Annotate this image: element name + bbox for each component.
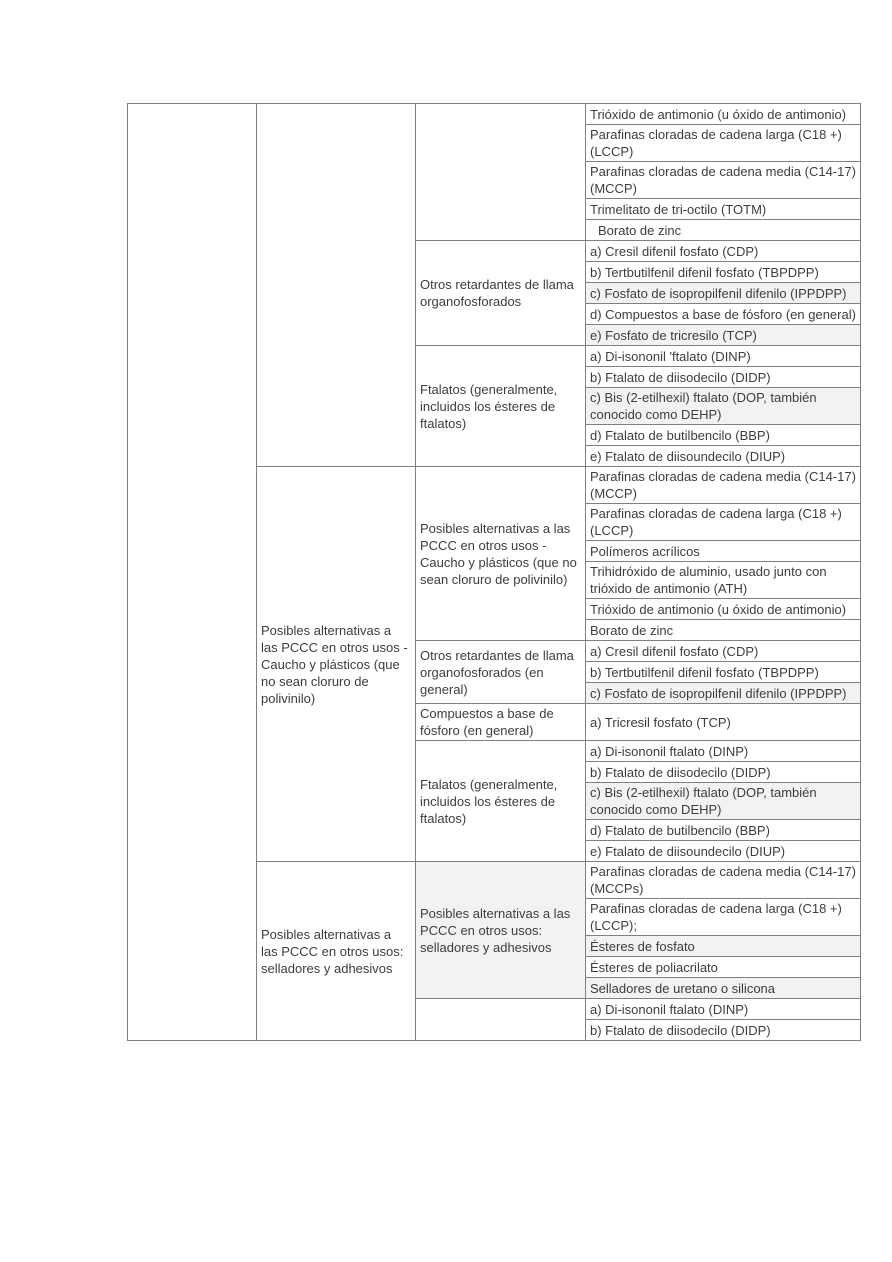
substance-cell: a) Tricresil fosfato (TCP) — [586, 704, 861, 741]
use-category-cell: Posibles alternativas a las PCCC en otros usos: selladores y adhesivos — [257, 862, 416, 1041]
alternatives-table — [127, 103, 861, 1041]
substance-cell: e) Ftalato de diisoundecilo (DIUP) — [586, 841, 861, 862]
alternatives-table-container — [127, 103, 860, 1041]
substance-cell: Trimelitato de tri-octilo (TOTM) — [586, 199, 861, 220]
alternative-group-cell: Posibles alternativas a las PCCC en otros usos: selladores y adhesivos — [416, 862, 586, 999]
alternatives-table-body — [128, 104, 861, 1041]
substance-cell: a) Di-isononil ftalato (DINP) — [586, 741, 861, 762]
use-category-cell — [257, 104, 416, 467]
substance-cell: a) Cresil difenil fosfato (CDP) — [586, 641, 861, 662]
substance-cell: Trióxido de antimonio (u óxido de antimonio) — [586, 599, 861, 620]
substance-cell: b) Tertbutilfenil difenil fosfato (TBPDPP) — [586, 262, 861, 283]
substance-cell: Parafinas cloradas de cadena larga (C18 +) (LCCP) — [586, 125, 861, 162]
substance-cell: d) Ftalato de butilbencilo (BBP) — [586, 820, 861, 841]
substance-cell: Borato de zinc — [586, 220, 861, 241]
substance-cell: Parafinas cloradas de cadena media (C14-17) (MCCP) — [586, 467, 861, 504]
substance-cell: Parafinas cloradas de cadena media (C14-17) (MCCPs) — [586, 862, 861, 899]
left-spanner-cell — [128, 104, 257, 1041]
substance-cell: b) Ftalato de diisodecilo (DIDP) — [586, 1020, 861, 1041]
substance-cell: Parafinas cloradas de cadena larga (C18 +) (LCCP); — [586, 899, 861, 936]
alternative-group-cell — [416, 999, 586, 1041]
substance-cell: Parafinas cloradas de cadena larga (C18 +) (LCCP) — [586, 504, 861, 541]
substance-cell: c) Bis (2-etilhexil) ftalato (DOP, también conocido como DEHP) — [586, 783, 861, 820]
substance-cell: e) Ftalato de diisoundecilo (DIUP) — [586, 446, 861, 467]
substance-cell: c) Fosfato de isopropilfenil difenilo (IPPDPP) — [586, 683, 861, 704]
substance-cell: b) Ftalato de diisodecilo (DIDP) — [586, 367, 861, 388]
substance-cell: Trihidróxido de aluminio, usado junto con trióxido de antimonio (ATH) — [586, 562, 861, 599]
substance-cell: Ésteres de poliacrilato — [586, 957, 861, 978]
substance-cell: d) Ftalato de butilbencilo (BBP) — [586, 425, 861, 446]
substance-cell: Borato de zinc — [586, 620, 861, 641]
substance-cell: a) Di-isononil 'ftalato (DINP) — [586, 346, 861, 367]
substance-cell: Ésteres de fosfato — [586, 936, 861, 957]
substance-cell: e) Fosfato de tricresilo (TCP) — [586, 325, 861, 346]
substance-cell: Polímeros acrílicos — [586, 541, 861, 562]
table-row — [128, 104, 861, 125]
alternative-group-cell: Compuestos a base de fósforo (en general) — [416, 704, 586, 741]
use-category-cell: Posibles alternativas a las PCCC en otros usos - Caucho y plásticos (que no sean cloruro de polivinilo) — [257, 467, 416, 862]
substance-cell: b) Ftalato de diisodecilo (DIDP) — [586, 762, 861, 783]
alternative-group-cell: Posibles alternativas a las PCCC en otros usos - Caucho y plásticos (que no sean cloruro de polivinilo) — [416, 467, 586, 641]
substance-cell: a) Cresil difenil fosfato (CDP) — [586, 241, 861, 262]
substance-cell: Selladores de uretano o silicona — [586, 978, 861, 999]
alternative-group-cell: Ftalatos (generalmente, incluidos los ésteres de ftalatos) — [416, 741, 586, 862]
alternative-group-cell: Ftalatos (generalmente, incluidos los ésteres de ftalatos) — [416, 346, 586, 467]
substance-cell: Trióxido de antimonio (u óxido de antimonio) — [586, 104, 861, 125]
substance-cell: b) Tertbutilfenil difenil fosfato (TBPDPP) — [586, 662, 861, 683]
alternative-group-cell: Otros retardantes de llama organofosforados (en general) — [416, 641, 586, 704]
substance-cell: c) Bis (2-etilhexil) ftalato (DOP, también conocido como DEHP) — [586, 388, 861, 425]
alternative-group-cell — [416, 104, 586, 241]
substance-cell: Parafinas cloradas de cadena media (C14-17) (MCCP) — [586, 162, 861, 199]
substance-cell: d) Compuestos a base de fósforo (en general) — [586, 304, 861, 325]
substance-cell: c) Fosfato de isopropilfenil difenilo (IPPDPP) — [586, 283, 861, 304]
alternative-group-cell: Otros retardantes de llama organofosforados — [416, 241, 586, 346]
substance-cell: a) Di-isononil ftalato (DINP) — [586, 999, 861, 1020]
